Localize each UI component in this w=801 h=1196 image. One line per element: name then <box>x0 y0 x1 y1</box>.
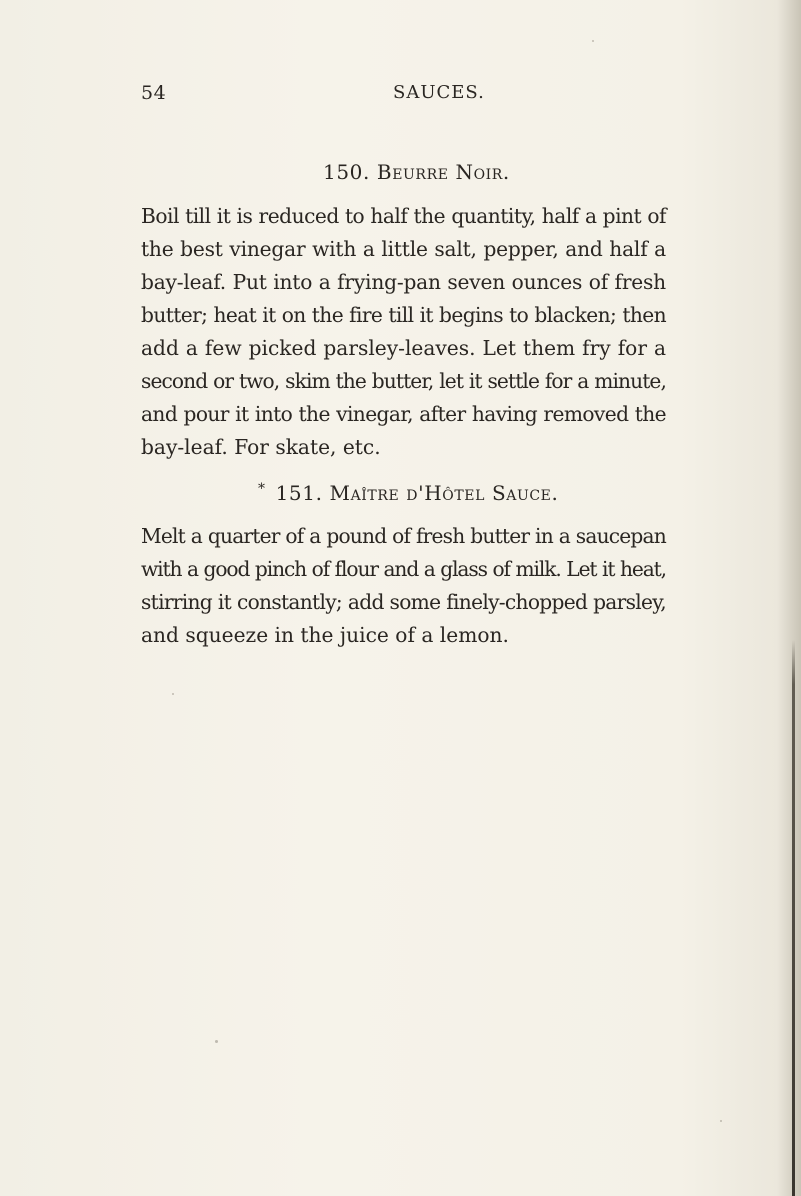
recipe-151-heading <box>258 481 558 505</box>
body-line: with a good pinch of flour and a glass of milk. Let it heat, <box>141 557 666 581</box>
running-head <box>141 82 661 112</box>
body-line: second or two, skim the butter, let it settle for a minute, <box>141 369 666 393</box>
body-line: Melt a quarter of a pound of fresh butter in a saucepan <box>141 524 666 548</box>
body-line: bay-leaf. Put into a frying-pan seven ounces of fresh <box>141 270 666 294</box>
recipe-title: Maître d'Hôtel Sauce. <box>329 481 559 505</box>
body-line: butter; heat it on the fire till it begins to blacken; then <box>141 303 666 327</box>
body-line: Boil till it is reduced to half the quantity, half a pint of <box>141 204 666 228</box>
body-line: and pour it into the vinegar, after having removed the <box>141 402 666 426</box>
body-line: the best vinegar with a little salt, pepper, and half a <box>141 237 666 261</box>
page-number: 54 <box>141 82 167 104</box>
page-edge-shadow <box>792 640 795 1196</box>
recipe-title: Beurre Noir. <box>376 160 510 184</box>
recipe-150-body <box>141 200 666 464</box>
recipe-151-body <box>141 520 666 652</box>
paper-speck <box>720 1120 722 1122</box>
body-line: add a few picked parsley-leaves. Let them fry for a <box>141 336 666 360</box>
body-line: and squeeze in the juice of a lemon. <box>141 623 509 647</box>
body-line: bay-leaf. For skate, etc. <box>141 435 381 459</box>
recipe-number: 150. <box>323 160 370 184</box>
body-line: stirring it constantly; add some finely-chopped parsley, <box>141 590 666 614</box>
paper-speck <box>592 40 594 42</box>
recipe-number: 151. <box>275 481 323 505</box>
recipe-150-heading <box>323 160 510 184</box>
asterisk-mark: * <box>258 481 266 497</box>
running-title: SAUCES. <box>393 82 485 103</box>
paper-speck <box>215 1040 218 1043</box>
paper-speck <box>172 693 174 695</box>
